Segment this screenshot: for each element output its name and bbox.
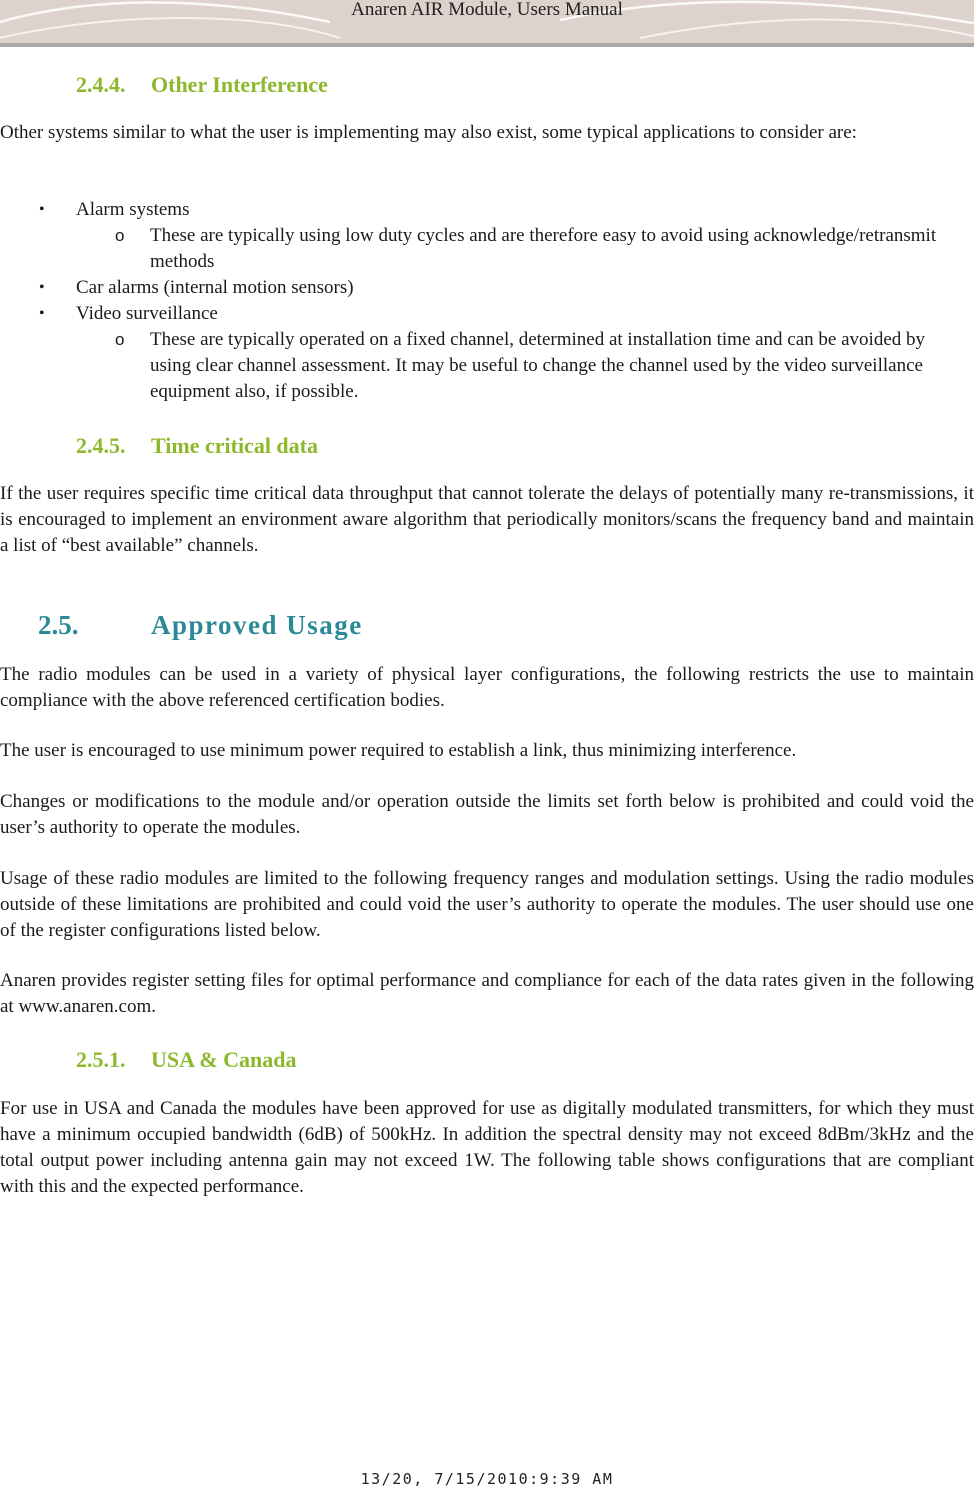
section-number: 2.4.5.	[76, 433, 126, 458]
list-item-alarm-systems	[39, 197, 956, 223]
header-divider	[0, 43, 974, 47]
list-item-car-alarms	[39, 275, 956, 301]
sub-bullet-icon: o	[115, 226, 125, 245]
section-title: USA & Canada	[151, 1047, 297, 1072]
usa-canada-text: For use in USA and Canada the modules have been approved for use as digitally modulated transmitters, for which they must have a minimum occupied bandwidth (6dB) of 500kHz. In addition the spectral density may not exceed 8dBm/3kHz and the total output power including antenna gain may not exceed 1W. The following table shows configurations that are compliant with this and the expected performance.	[0, 1098, 974, 1197]
approved-usage-paragraph-5: Anaren provides register setting files for optimal performance and compliance for each of the data rates given in the following at www.anaren.com.	[0, 970, 974, 1017]
approved-usage-paragraph-2: The user is encouraged to use minimum power required to establish a link, thus minimizing interference.	[0, 740, 797, 761]
section-heading-2-5	[38, 610, 363, 641]
bullet-icon: •	[39, 201, 45, 218]
approved-usage-paragraph-4: Usage of these radio modules are limited to the following frequency ranges and modulation settings. Using the radio modules outside of these limitations are prohibited and could void the user’s authority to operate the modules. The user should use one of the register configurations listed below.	[0, 868, 974, 941]
approved-usage-paragraph-3: Changes or modifications to the module and/or operation outside the limits set forth below is prohibited and could void the user’s authority to operate the modules.	[0, 791, 974, 838]
section-heading-2-4-4	[76, 72, 328, 98]
section-number: 2.5.	[38, 610, 79, 640]
section-number: 2.4.4.	[76, 72, 126, 97]
sub-bullet-icon: o	[115, 330, 125, 349]
sub-item-video-surveillance	[115, 327, 960, 405]
time-critical-data-text: If the user requires specific time critical data throughput that cannot tolerate the delays of potentially many re-transmissions, it is encouraged to implement an environment aware algorithm that periodically monitors/scans the frequency band and maintain a list of “best available” channels.	[0, 483, 974, 556]
list-item-label: Car alarms (internal motion sensors)	[76, 277, 354, 298]
section-title: Other Interference	[151, 72, 328, 97]
sub-item-alarm-systems	[115, 223, 960, 275]
page-header	[0, 0, 974, 43]
section-heading-2-4-5	[76, 433, 318, 459]
other-interference-intro: Other systems similar to what the user is implementing may also exist, some typical applications to consider are:	[0, 122, 857, 143]
sub-item-text: These are typically using low duty cycles and are therefore easy to avoid using acknowledge/retransmit methods	[150, 225, 937, 272]
bullet-icon: •	[39, 279, 45, 296]
section-number: 2.5.1.	[76, 1047, 126, 1072]
list-item-label: Alarm systems	[76, 199, 190, 220]
list-item-label: Video surveillance	[76, 303, 218, 324]
header-title: Anaren AIR Module, Users Manual	[351, 0, 623, 20]
page-footer: 13/20, 7/15/2010:9:39 AM	[360, 1470, 614, 1488]
approved-usage-paragraph-1: The radio modules can be used in a variety of physical layer configurations, the following restricts the use to maintain compliance with the above referenced certification bodies.	[0, 664, 974, 711]
sub-item-text: These are typically operated on a fixed channel, determined at installation time and can be avoided by using clear channel assessment. It may be useful to change the channel used by the video surveillance equipment also, if possible.	[150, 329, 926, 402]
section-title: Time critical data	[151, 433, 318, 458]
section-heading-2-5-1	[76, 1047, 296, 1073]
list-item-video-surveillance	[39, 301, 956, 327]
section-title: Approved Usage	[151, 610, 363, 640]
bullet-icon: •	[39, 305, 45, 322]
